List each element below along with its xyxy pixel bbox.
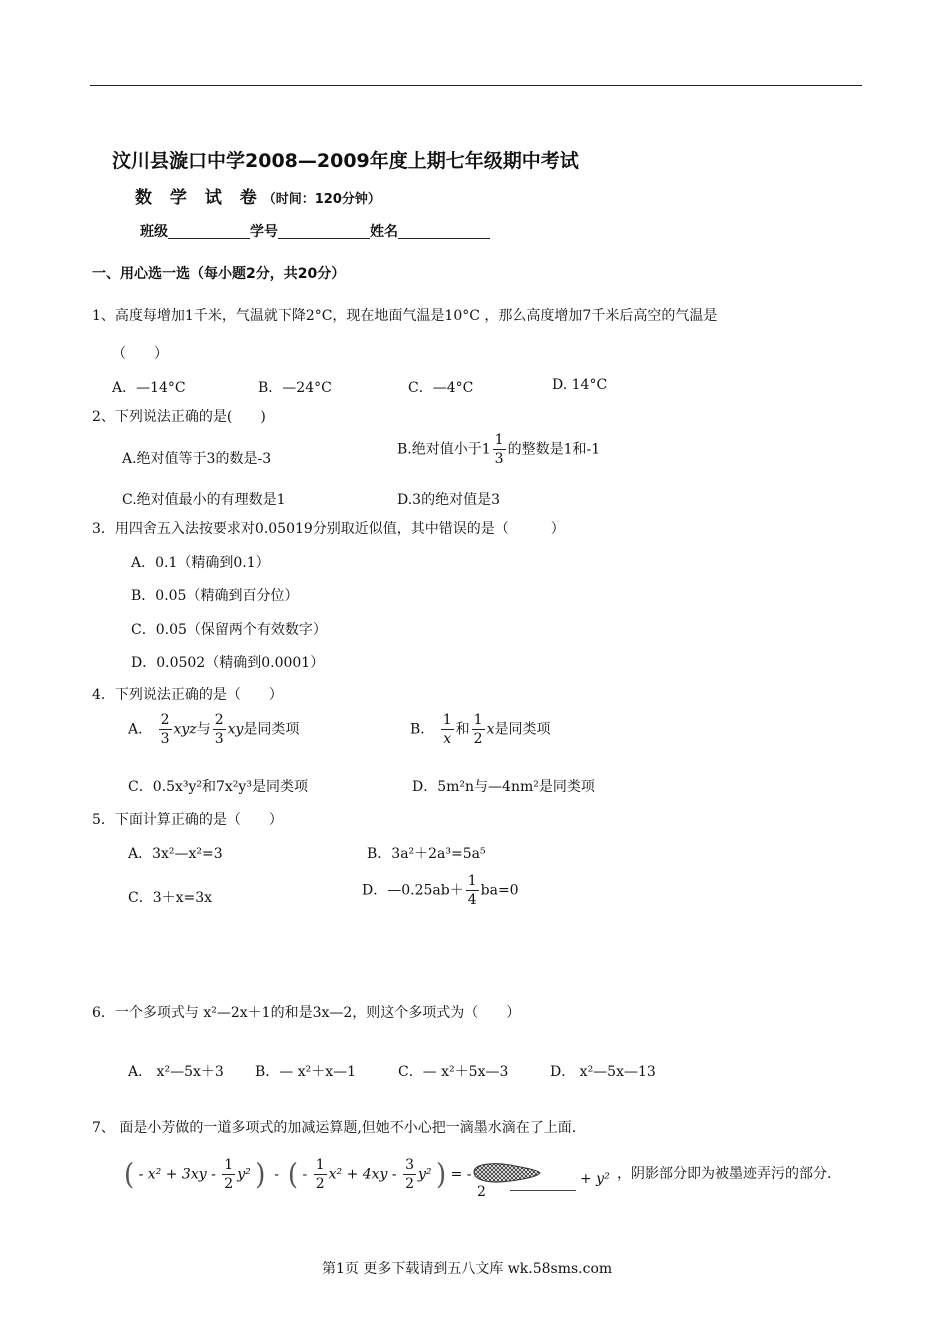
section-heading: 一、用心选一选（每小题2分，共20分） — [92, 266, 346, 282]
number-label: 学号 — [250, 224, 278, 240]
q3-option-c: C．0.05（保留两个有效数字） — [131, 622, 327, 638]
q2-option-c: C.绝对值最小的有理数是1 — [122, 492, 286, 508]
q5-option-b: B．3a²＋2a³=5a⁵ — [367, 846, 486, 862]
student-info-line — [140, 221, 490, 241]
class-label: 班级 — [140, 224, 168, 240]
top-rule — [90, 85, 862, 86]
number-blank[interactable] — [278, 224, 370, 239]
q7-expression: ( - x² + 3xy - $\frac{1}{2}$ y² ) - ( - $\frac{1}{2}$ x² + 4xy - $\frac{3}{2}$ y² ) = - — [124, 1157, 472, 1192]
q3-option-b: B．0.05（精确到百分位） — [131, 588, 299, 604]
exam-title: 汶川县漩口中学2008—2009年度上期七年级期中考试 — [112, 150, 579, 172]
q3-option-d: D．0.0502（精确到0.0001） — [131, 655, 325, 671]
question-2-stem: 2、下列说法正确的是( ) — [92, 409, 266, 425]
question-7-stem: 7、 面是小芳做的一道多项式的加减运算题,但她不小心把一滴墨水滴在了上面. — [92, 1120, 577, 1136]
q6-option-c: C．— x²＋5x—3 — [398, 1064, 509, 1080]
q4-option-b: B． $\frac{1}{x}$ 和 $\frac{1}{2}$ x是同类项 — [410, 712, 551, 747]
q4-option-c: C．0.5x³y²和7x²y³是同类项 — [128, 779, 308, 795]
name-blank[interactable] — [398, 224, 490, 239]
right-paren-2: ) — [436, 1158, 447, 1191]
left-paren-2: ( — [287, 1158, 299, 1191]
q2-option-d: D.3的绝对值是3 — [397, 492, 500, 508]
q4-option-a: A． $\frac{2}{3}$ xyz与 $\frac{2}{3}$ xy是同类项 — [128, 712, 300, 747]
q3-option-a: A．0.1（精确到0.1） — [131, 555, 270, 571]
left-paren-1: ( — [124, 1158, 135, 1191]
question-3-stem: 3．用四舍五入法按要求对0.05019分别取近似值，其中错误的是（ ） — [92, 521, 565, 537]
q6-option-d: D． x²—5x—13 — [550, 1064, 656, 1080]
name-label: 姓名 — [370, 224, 398, 240]
q1-option-c: C．—4°C — [408, 380, 474, 396]
right-paren-1: ) — [255, 1158, 266, 1191]
time-note: （时间：120分钟） — [262, 192, 381, 207]
q6-option-b: B．— x²＋x—1 — [255, 1064, 357, 1080]
question-4-stem: 4．下列说法正确的是（ ） — [92, 687, 283, 703]
subject-line — [135, 183, 381, 208]
ink-blot-icon — [470, 1160, 542, 1186]
q2-option-b — [397, 433, 600, 466]
q1-option-a: A．—14°C — [112, 380, 186, 396]
q2-b-pre: B.绝对值小于1 — [397, 441, 491, 458]
question-6-stem: 6．一个多项式与 x²—2x＋1的和是3x—2，则这个多项式为（ ） — [92, 1005, 521, 1021]
q2-b-post: 的整数是1和-1 — [507, 441, 601, 458]
question-1-paren: （ ） — [112, 346, 168, 362]
q6-option-a: A． x²—5x＋3 — [128, 1064, 224, 1080]
question-5-stem: 5．下面计算正确的是（ ） — [92, 812, 283, 828]
q5-option-a: A．3x²—x²=3 — [128, 846, 223, 862]
q5-option-d: D．—0.25ab＋ $\frac{1}{4}$ ba=0 — [362, 873, 519, 908]
q2-option-a: A.绝对值等于3的数是-3 — [122, 451, 272, 467]
q5-option-c: C．3＋x=3x — [128, 890, 213, 906]
q7-right-tail: + y² — [580, 1171, 610, 1187]
class-blank[interactable] — [168, 224, 250, 239]
q7-note: ，阴影部分即为被墨迹弄污的部分. — [617, 1166, 832, 1182]
blot-fraction-line — [510, 1190, 576, 1191]
page-footer: 第1页 更多下载请到五八文库 wk.58sms.com — [322, 1261, 613, 1277]
q1-option-d: D. 14°C — [552, 377, 608, 393]
q4-option-d: D．5m²n与—4nm²是同类项 — [412, 779, 595, 795]
q2-b-fraction: $\frac{1}{3}$ — [494, 432, 504, 467]
q1-option-b: B．—24°C — [258, 380, 332, 396]
question-1-stem: 1、高度每增加1千米，气温就下降2°C，现在地面气温是10°C ，那么高度增加7千米后高空的气温是 — [92, 308, 718, 324]
subject-title: 数 学 试 卷 — [135, 188, 263, 208]
blot-denominator: 2 — [477, 1184, 486, 1200]
